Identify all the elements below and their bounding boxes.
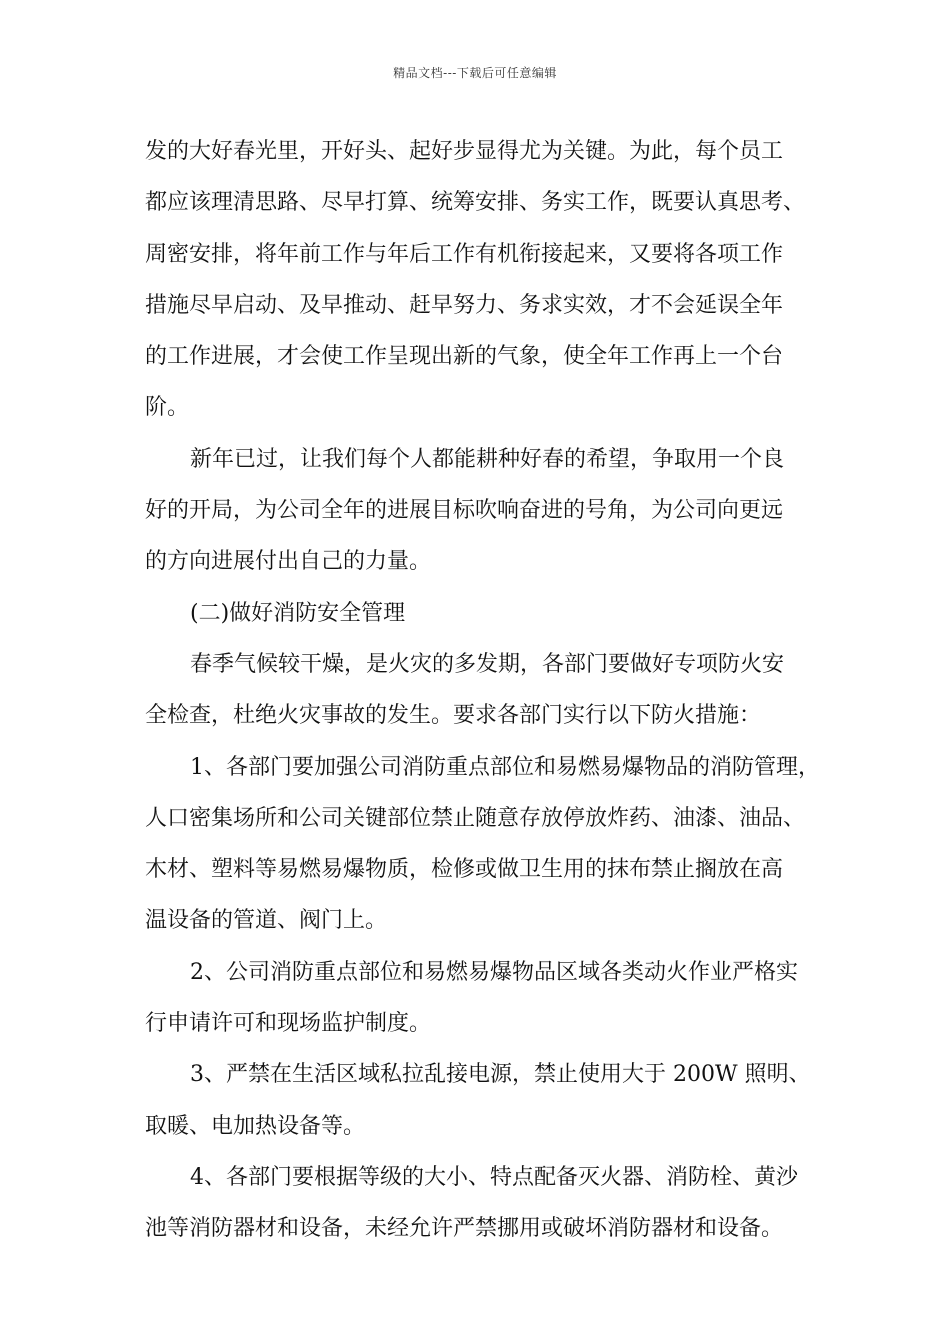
text-line: 1、各部门要加强公司消防重点部位和易燃易爆物品的消防管理， bbox=[190, 754, 820, 780]
text-line: 新年已过，让我们每个人都能耕种好春的希望，争取用一个良 bbox=[190, 446, 785, 472]
text-line: 行申请许可和现场监护制度。 bbox=[145, 1011, 432, 1037]
text-line: 发的大好春光里，开好头、起好步显得尤为关键。为此，每个员工 bbox=[145, 139, 784, 164]
text-line: 全检查，杜绝火灾事故的发生。要求各部门实行以下防火措施： bbox=[145, 703, 762, 729]
text-line: 阶。 bbox=[145, 395, 190, 421]
text-line: 2、公司消防重点部位和易燃易爆物品区域各类动火作业严格实 bbox=[190, 959, 798, 985]
text-line: 周密安排，将年前工作与年后工作有机衔接起来，又要将各项工作 bbox=[145, 241, 784, 267]
text-line: 的方向进展付出自己的力量。 bbox=[145, 549, 432, 575]
page-header: 精品文档---下载后可任意编辑 bbox=[393, 66, 557, 80]
text-line: 池等消防器材和设备，未经允许严禁挪用或破坏消防器材和设备。 bbox=[145, 1216, 784, 1242]
text-line: 措施尽早启动、及早推动、赶早努力、务求实效，才不会延误全年 bbox=[145, 292, 784, 318]
text-line: 4、各部门要根据等级的大小、特点配备灭火器、消防栓、黄沙 bbox=[190, 1164, 798, 1190]
text-line: 温设备的管道、阀门上。 bbox=[145, 908, 388, 934]
text-line: 好的开局，为公司全年的进展目标吹响奋进的号角，为公司向更远 bbox=[145, 498, 784, 524]
text-line: 取暖、电加热设备等。 bbox=[145, 1113, 366, 1139]
text-line: (二)做好消防安全管理 bbox=[190, 600, 406, 626]
text-line: 3、严禁在生活区域私拉乱接电源，禁止使用大于 200W 照明、 bbox=[190, 1062, 811, 1088]
text-line: 春季气候较干燥，是火灾的多发期，各部门要做好专项防火安 bbox=[190, 651, 785, 677]
text-line: 木材、塑料等易燃易爆物质，检修或做卫生用的抹布禁止搁放在高 bbox=[145, 857, 784, 883]
text-line: 都应该理清思路、尽早打算、统筹安排、务实工作，既要认真思考、 bbox=[145, 190, 806, 216]
document-body bbox=[145, 126, 835, 1255]
text-line: 的工作进展，才会使工作呈现出新的气象，使全年工作再上一个台 bbox=[145, 344, 784, 370]
text-line: 人口密集场所和公司关键部位禁止随意存放停放炸药、油漆、油品、 bbox=[145, 805, 806, 831]
